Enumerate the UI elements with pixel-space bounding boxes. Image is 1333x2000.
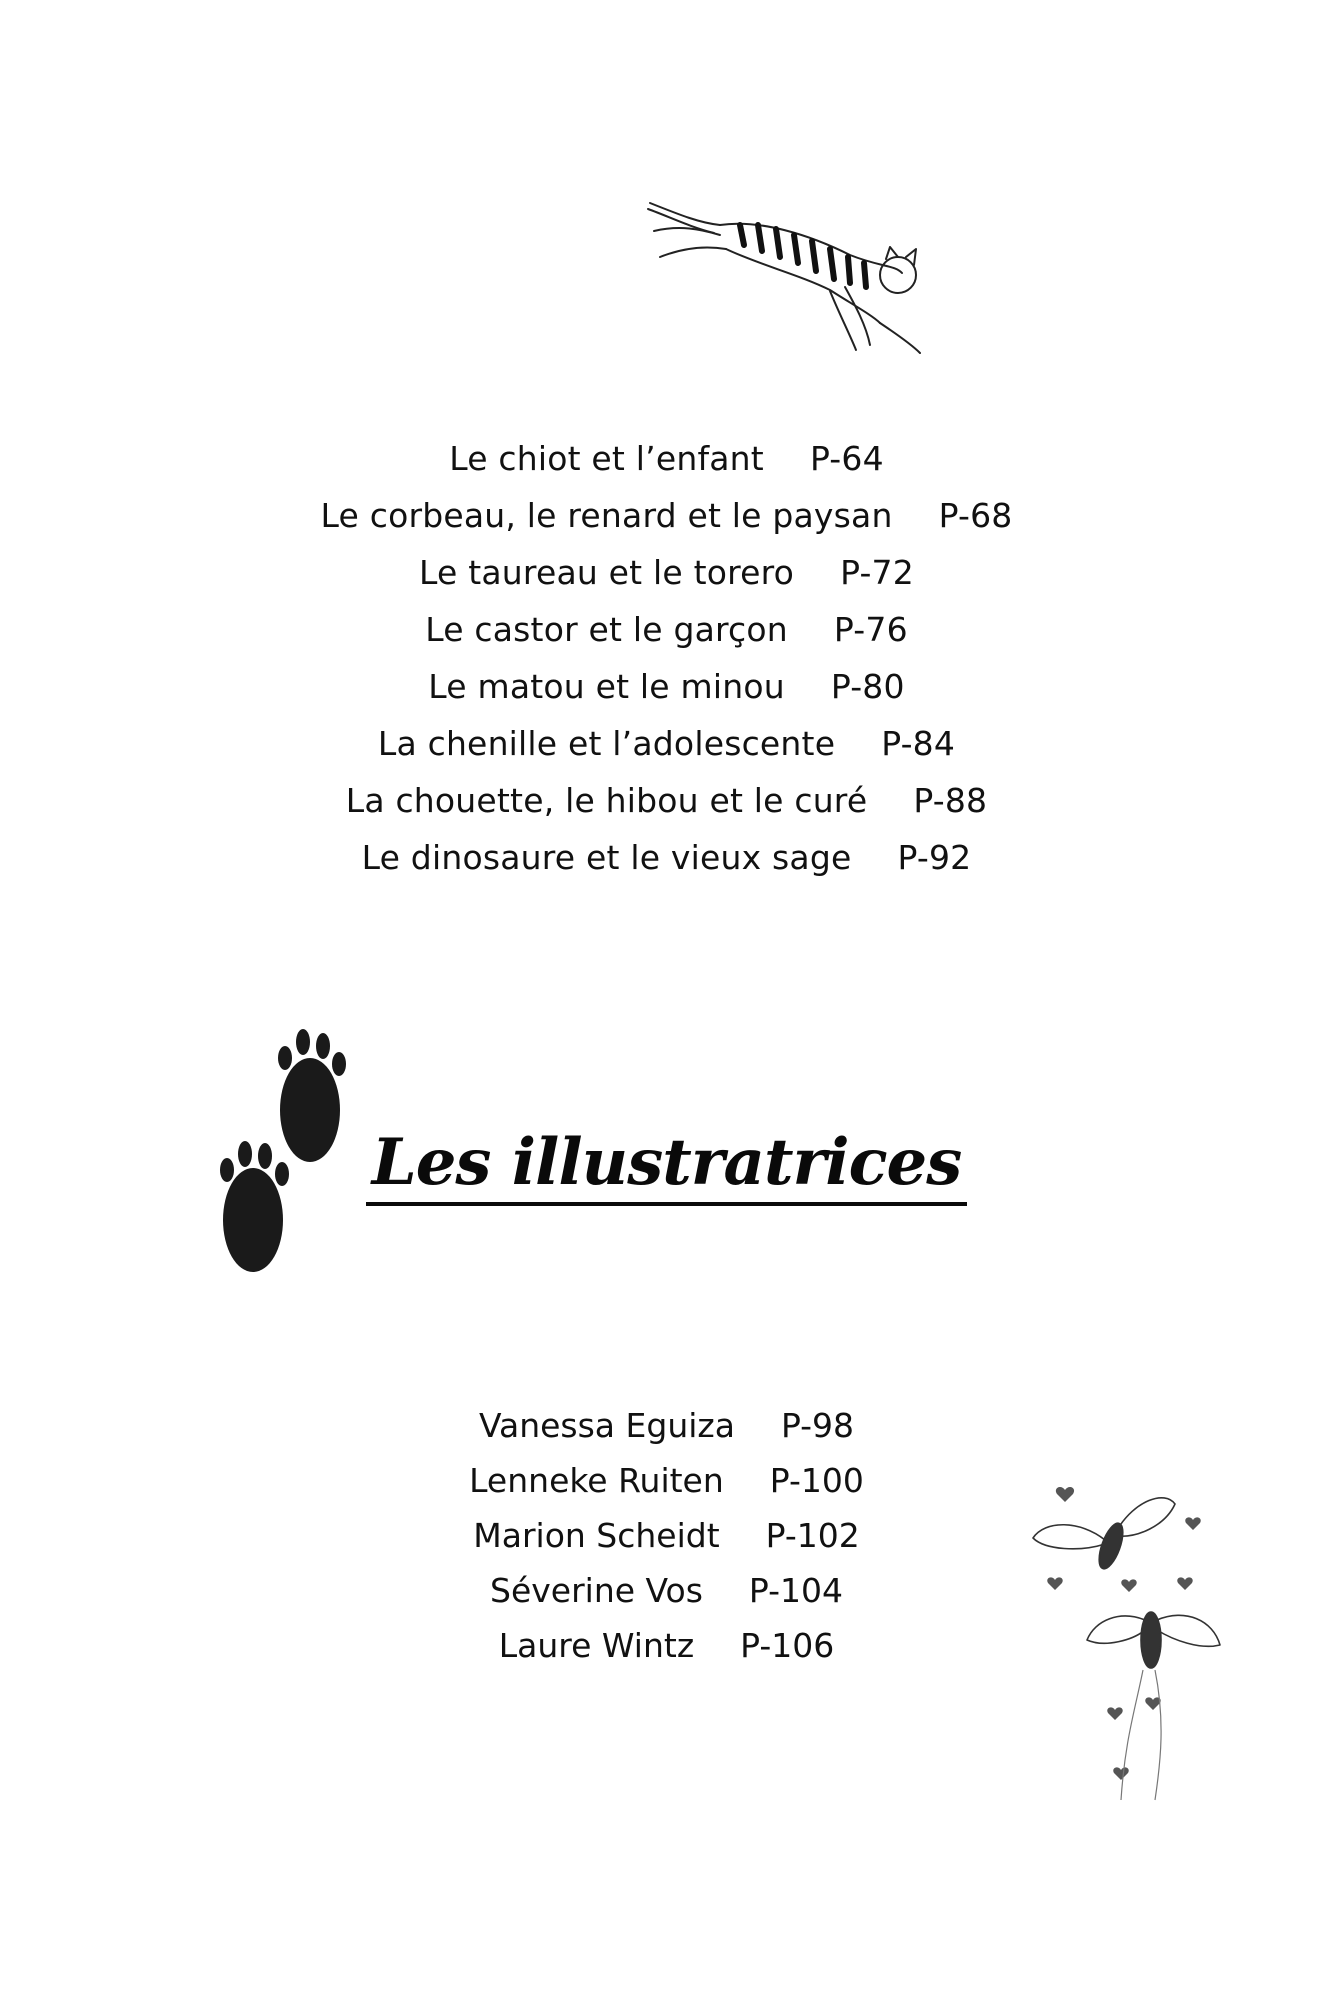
illustrator-name: Lenneke Ruiten (469, 1461, 724, 1500)
toc-entry (0, 772, 1333, 829)
toc-entry-title: Le chiot et l’enfant (449, 439, 764, 478)
toc-entry-page: P-68 (938, 496, 1013, 535)
toc-entry-page: P-84 (881, 724, 956, 763)
cicadas-with-hearts-illustration (1025, 1470, 1235, 1810)
illustrator-page: P-102 (765, 1516, 860, 1555)
toc-entry-title: Le dinosaure et le vieux sage (361, 838, 852, 877)
toc-entry-title: La chenille et l’adolescente (377, 724, 836, 763)
toc-entry (0, 544, 1333, 601)
toc-entry (0, 658, 1333, 715)
leaping-cat-illustration (640, 195, 940, 370)
table-of-contents (0, 430, 1333, 886)
toc-entry-page: P-76 (833, 610, 908, 649)
illustrator-name: Séverine Vos (490, 1571, 703, 1610)
illustrator-name: Laure Wintz (498, 1626, 695, 1665)
illustrator-page: P-98 (780, 1406, 855, 1445)
toc-entry (0, 430, 1333, 487)
toc-entry-title: Le castor et le garçon (425, 610, 788, 649)
illustrator-name: Marion Scheidt (473, 1516, 720, 1555)
toc-entry (0, 487, 1333, 544)
section-heading-text: Les illustratrices (366, 1125, 968, 1206)
illustrator-page: P-100 (769, 1461, 864, 1500)
illustrator-entry (0, 1398, 1333, 1453)
toc-entry-page: P-80 (830, 667, 905, 706)
toc-entry-page: P-64 (809, 439, 884, 478)
illustrator-name: Vanessa Eguiza (478, 1406, 735, 1445)
toc-entry-title: Le taureau et le torero (419, 553, 795, 592)
toc-entry-title: Le matou et le minou (428, 667, 785, 706)
toc-entry-page: P-72 (840, 553, 914, 592)
illustrators-heading (0, 1125, 1333, 1200)
illustrator-page: P-106 (740, 1626, 835, 1665)
toc-entry-page: P-88 (913, 781, 988, 820)
toc-entry (0, 829, 1333, 886)
illustrator-page: P-104 (748, 1571, 843, 1610)
toc-entry-page: P-92 (897, 838, 972, 877)
toc-entry-title: Le corbeau, le renard et le paysan (320, 496, 893, 535)
toc-entry (0, 715, 1333, 772)
toc-entry (0, 601, 1333, 658)
toc-entry-title: La chouette, le hibou et le curé (345, 781, 868, 820)
